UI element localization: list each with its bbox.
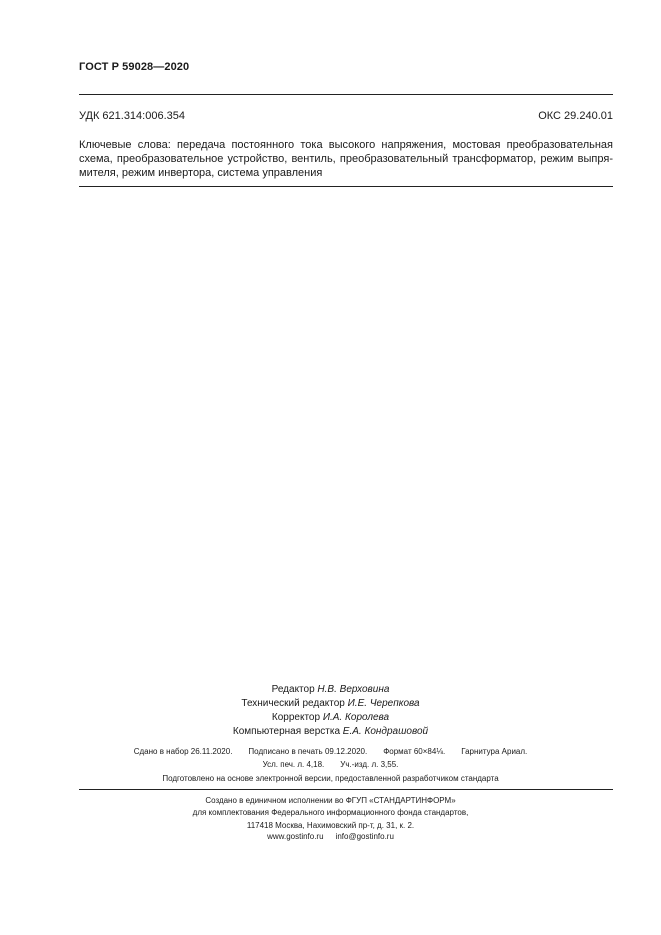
print-imprint (0, 745, 661, 771)
website-link[interactable]: www.gostinfo.ru (267, 832, 324, 841)
publisher-line: для комплектования Федерального информационного фонда стандартов, (192, 808, 469, 817)
keywords-line: мителя, режим инвертора, система управления (79, 167, 323, 179)
editor-credit (0, 683, 661, 697)
typeface: Гарнитура Ариал. (461, 747, 528, 756)
staff-credits (0, 683, 661, 739)
imprint-line (0, 758, 661, 771)
tech-editor-credit (0, 697, 661, 711)
layout-credit (0, 725, 661, 739)
publisher-info (0, 795, 661, 819)
publisher-contacts (0, 831, 661, 842)
keywords-line: Ключевые слова: передача постоянного тока высокого напряжения, мостовая преобразовательная (79, 139, 613, 151)
paper-format: Формат 60×84⅛. (383, 747, 446, 756)
keywords-divider (79, 186, 613, 187)
print-sheets: Усл. печ. л. 4,18. (262, 760, 325, 769)
email-link[interactable]: info@gostinfo.ru (335, 832, 394, 841)
publisher-address: 117418 Москва, Нахимовский пр-т, д. 31, к. 2. (246, 821, 415, 830)
tech-editor-name: И.Е. Черепкова (347, 698, 420, 709)
keywords-line: схема, преобразовательное устройство, вентиль, преобразовательный трансформатор, режим выпря- (79, 153, 613, 165)
udk-code: УДК 621.314:006.354 (79, 110, 185, 122)
editor-role: Редактор (271, 684, 315, 695)
publisher-line: Создано в единичном исполнении во ФГУП «СТАНДАРТИНФОРМ» (205, 796, 456, 805)
corrector-name: И.А. Королева (322, 712, 390, 723)
layout-role: Компьютерная верстка (232, 726, 341, 737)
standard-number: ГОСТ Р 59028—2020 (79, 61, 190, 73)
imprint-line (0, 745, 661, 758)
oks-code: ОКС 29.240.01 (538, 110, 613, 122)
top-divider (79, 94, 613, 95)
prepared-note: Подготовлено на основе электронной версии, предоставленной разработчиком стандарта (162, 774, 499, 783)
keywords-block (79, 138, 613, 180)
publisher-sheets: Уч.-изд. л. 3,55. (340, 760, 399, 769)
corrector-role: Корректор (271, 712, 321, 723)
submitted-date: Сдано в набор 26.11.2020. (133, 747, 233, 756)
publisher-address-block (0, 820, 661, 842)
footer-divider (79, 789, 613, 790)
editor-name: Н.В. Верховина (317, 684, 390, 695)
tech-editor-role: Технический редактор (241, 698, 345, 709)
corrector-credit (0, 711, 661, 725)
layout-name: Е.А. Кондрашовой (342, 726, 429, 737)
signed-date: Подписано в печать 09.12.2020. (248, 747, 368, 756)
